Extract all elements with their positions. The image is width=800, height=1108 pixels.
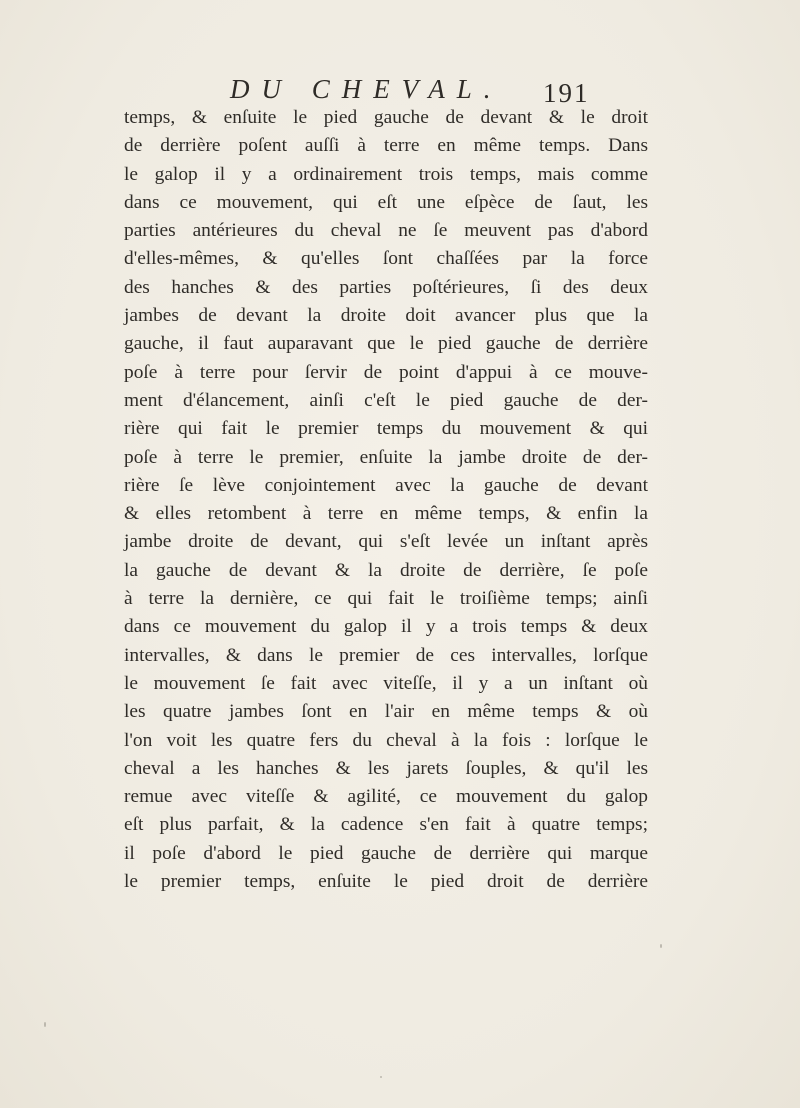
paper-speck bbox=[44, 1022, 46, 1027]
text-line: le mouvement ſe fait avec viteſſe, il y a un inſtant où bbox=[124, 672, 648, 694]
text-line: les quatre jambes ſont en l'air en même temps & où bbox=[124, 701, 648, 723]
text-line: rière qui fait le premier temps du mouvement & qui bbox=[124, 418, 648, 440]
text-line: remue avec viteſſe & agilité, ce mouvement du galop bbox=[124, 786, 648, 808]
running-title: DU CHEVAL. bbox=[230, 74, 503, 104]
paper-speck bbox=[660, 944, 662, 948]
text-line: intervalles, & dans le premier de ces intervalles, lorſque bbox=[124, 644, 648, 666]
body-text bbox=[124, 104, 648, 896]
text-line: d'elles-mêmes, & qu'elles ſont chaſſées par la force bbox=[124, 248, 648, 270]
text-line: temps, & enſuite le pied gauche de devant & le droit bbox=[124, 107, 648, 128]
text-line: poſe à terre pour ſervir de point d'appui à ce mouve- bbox=[124, 361, 648, 383]
text-line: parties antérieures du cheval ne ſe meuvent pas d'abord bbox=[124, 220, 648, 242]
text-line: gauche, il faut auparavant que le pied gauche de derrière bbox=[124, 333, 648, 355]
paper-speck bbox=[380, 1076, 382, 1078]
text-line: des hanches & des parties poſtérieures, ſi des deux bbox=[124, 276, 648, 298]
text-line: de derrière poſent auſſi à terre en même temps. Dans bbox=[124, 135, 648, 157]
text-line: dans ce mouvement, qui eſt une eſpèce de ſaut, les bbox=[124, 191, 648, 213]
page-number: 191 bbox=[543, 78, 590, 108]
text-line: le premier temps, enſuite le pied droit de derrière bbox=[124, 871, 648, 893]
text-line: dans ce mouvement du galop il y a trois temps & deux bbox=[124, 616, 648, 638]
text-line: à terre la dernière, ce qui fait le troiſième temps; ainſi bbox=[124, 588, 648, 610]
text-line: jambes de devant la droite doit avancer plus que la bbox=[124, 305, 648, 327]
text-line: l'on voit les quatre fers du cheval à la fois : lorſque le bbox=[124, 729, 648, 751]
text-line: & elles retombent à terre en même temps, & enfin la bbox=[124, 503, 648, 525]
text-line: ment d'élancement, ainſi c'eſt le pied gauche de der- bbox=[124, 389, 648, 411]
text-line: poſe à terre le premier, enſuite la jambe droite de der- bbox=[124, 446, 648, 468]
text-line: cheval a les hanches & les jarets ſouples, & qu'il les bbox=[124, 757, 648, 779]
text-line: rière ſe lève conjointement avec la gauche de devant bbox=[124, 474, 648, 496]
text-line: eſt plus parfait, & la cadence s'en fait à quatre temps; bbox=[124, 814, 648, 836]
text-line: la gauche de devant & la droite de derrière, ſe poſe bbox=[124, 559, 648, 581]
text-line: il poſe d'abord le pied gauche de derrière qui marque bbox=[124, 842, 648, 864]
text-line: jambe droite de devant, qui s'eſt levée un inſtant après bbox=[124, 531, 648, 553]
text-line: le galop il y a ordinairement trois temps, mais comme bbox=[124, 163, 648, 185]
